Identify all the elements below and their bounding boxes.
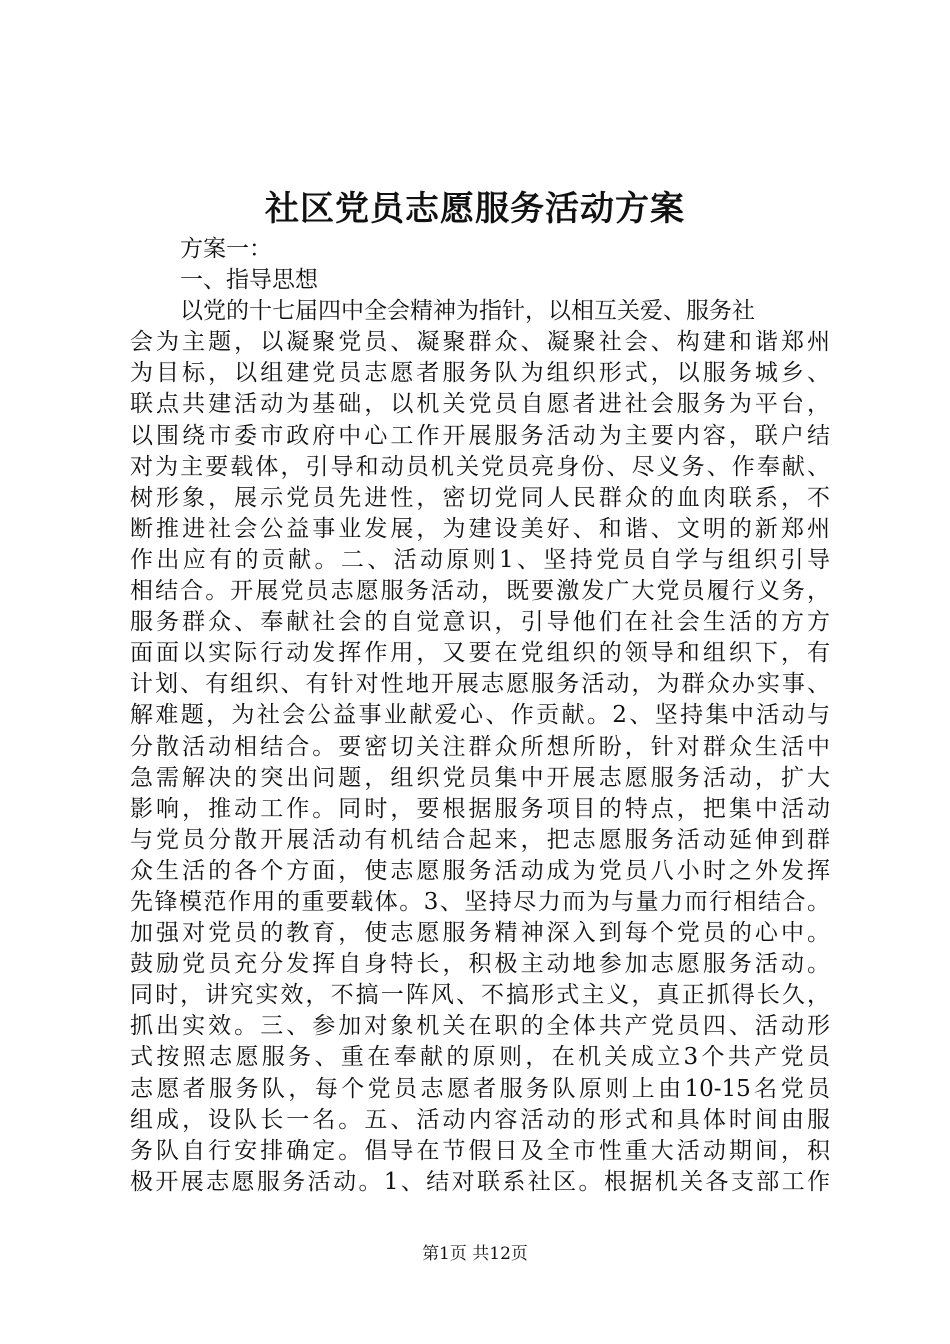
- text-line: 影响，推动工作。同时，要根据服务项目的特点，把集中活动: [130, 795, 830, 822]
- text-line: 分散活动相结合。要密切关注群众所想所盼，针对群众生活中: [130, 733, 830, 760]
- text-line: 务队自行安排确定。倡导在节假日及全市性重大活动期间，积: [130, 1137, 830, 1164]
- text-line: 相结合。开展党员志愿服务活动，既要激发广大党员履行义务，: [130, 578, 830, 605]
- text-line: 同时，讲究实效，不搞一阵风、不搞形式主义，真正抓得长久，: [130, 982, 830, 1009]
- text-line: 志愿者服务队，每个党员志愿者服务队原则上由10-15名党员: [130, 1075, 830, 1102]
- text-line: 与党员分散开展活动有机结合起来，把志愿服务活动延伸到群: [130, 826, 830, 853]
- text-line: 解难题，为社会公益事业献爱心、作贡献。2、坚持集中活动与: [130, 702, 830, 729]
- text-line: 为目标，以组建党员志愿者服务队为组织形式，以服务城乡、: [130, 360, 830, 387]
- text-line: 组成，设队长一名。五、活动内容活动的形式和具体时间由服: [130, 1106, 830, 1133]
- text-line: 对为主要载体，引导和动员机关党员亮身份、尽义务、作奉献、: [130, 453, 830, 480]
- text-line: 先锋模范作用的重要载体。3、坚持尽力而为与量力而行相结合。: [130, 888, 830, 915]
- text-line: 众生活的各个方面，使志愿服务活动成为党员八小时之外发挥: [130, 857, 830, 884]
- text-line: 作出应有的贡献。二、活动原则1、坚持党员自学与组织引导: [130, 546, 830, 573]
- text-line: 联点共建活动为基础，以机关党员自愿者进社会服务为平台，: [130, 391, 830, 418]
- document-title: 社区党员志愿服务活动方案: [265, 189, 685, 229]
- text-line: 一、指导思想: [180, 267, 318, 294]
- text-line: 面面以实际行动发挥作用，又要在党组织的领导和组织下，有: [130, 640, 830, 667]
- text-line: 加强对党员的教育，使志愿服务精神深入到每个党员的心中。: [130, 920, 830, 947]
- text-line: 以党的十七届四中全会精神为指针，以相互关爱、服务社: [180, 298, 755, 325]
- text-line: 服务群众、奉献社会的自觉意识，引导他们在社会生活的方方: [130, 609, 830, 636]
- document-body: [130, 234, 830, 1198]
- text-line: 方案一：: [180, 236, 272, 262]
- text-line: 急需解决的突出问题，组织党员集中开展志愿服务活动，扩大: [130, 764, 830, 791]
- text-line: 极开展志愿服务活动。1、结对联系社区。根据机关各支部工作: [130, 1168, 830, 1195]
- text-line: 计划、有组织、有针对性地开展志愿服务活动，为群众办实事、: [130, 671, 830, 698]
- text-line: 断推进社会公益事业发展，为建设美好、和谐、文明的新郑州: [130, 515, 830, 542]
- text-line: 抓出实效。三、参加对象机关在职的全体共产党员四、活动形: [130, 1013, 830, 1040]
- page-footer: 第1页 共12页: [422, 1244, 528, 1264]
- text-line: 鼓励党员充分发挥自身特长，积极主动地参加志愿服务活动。: [130, 951, 830, 978]
- text-line: 会为主题，以凝聚党员、凝聚群众、凝聚社会、构建和谐郑州: [130, 329, 830, 356]
- text-line: 以围绕市委市政府中心工作开展服务活动为主要内容，联户结: [130, 422, 830, 449]
- text-line: 树形象，展示党员先进性，密切党同人民群众的血肉联系，不: [130, 484, 830, 511]
- text-line: 式按照志愿服务、重在奉献的原则，在机关成立3个共产党员: [130, 1044, 830, 1071]
